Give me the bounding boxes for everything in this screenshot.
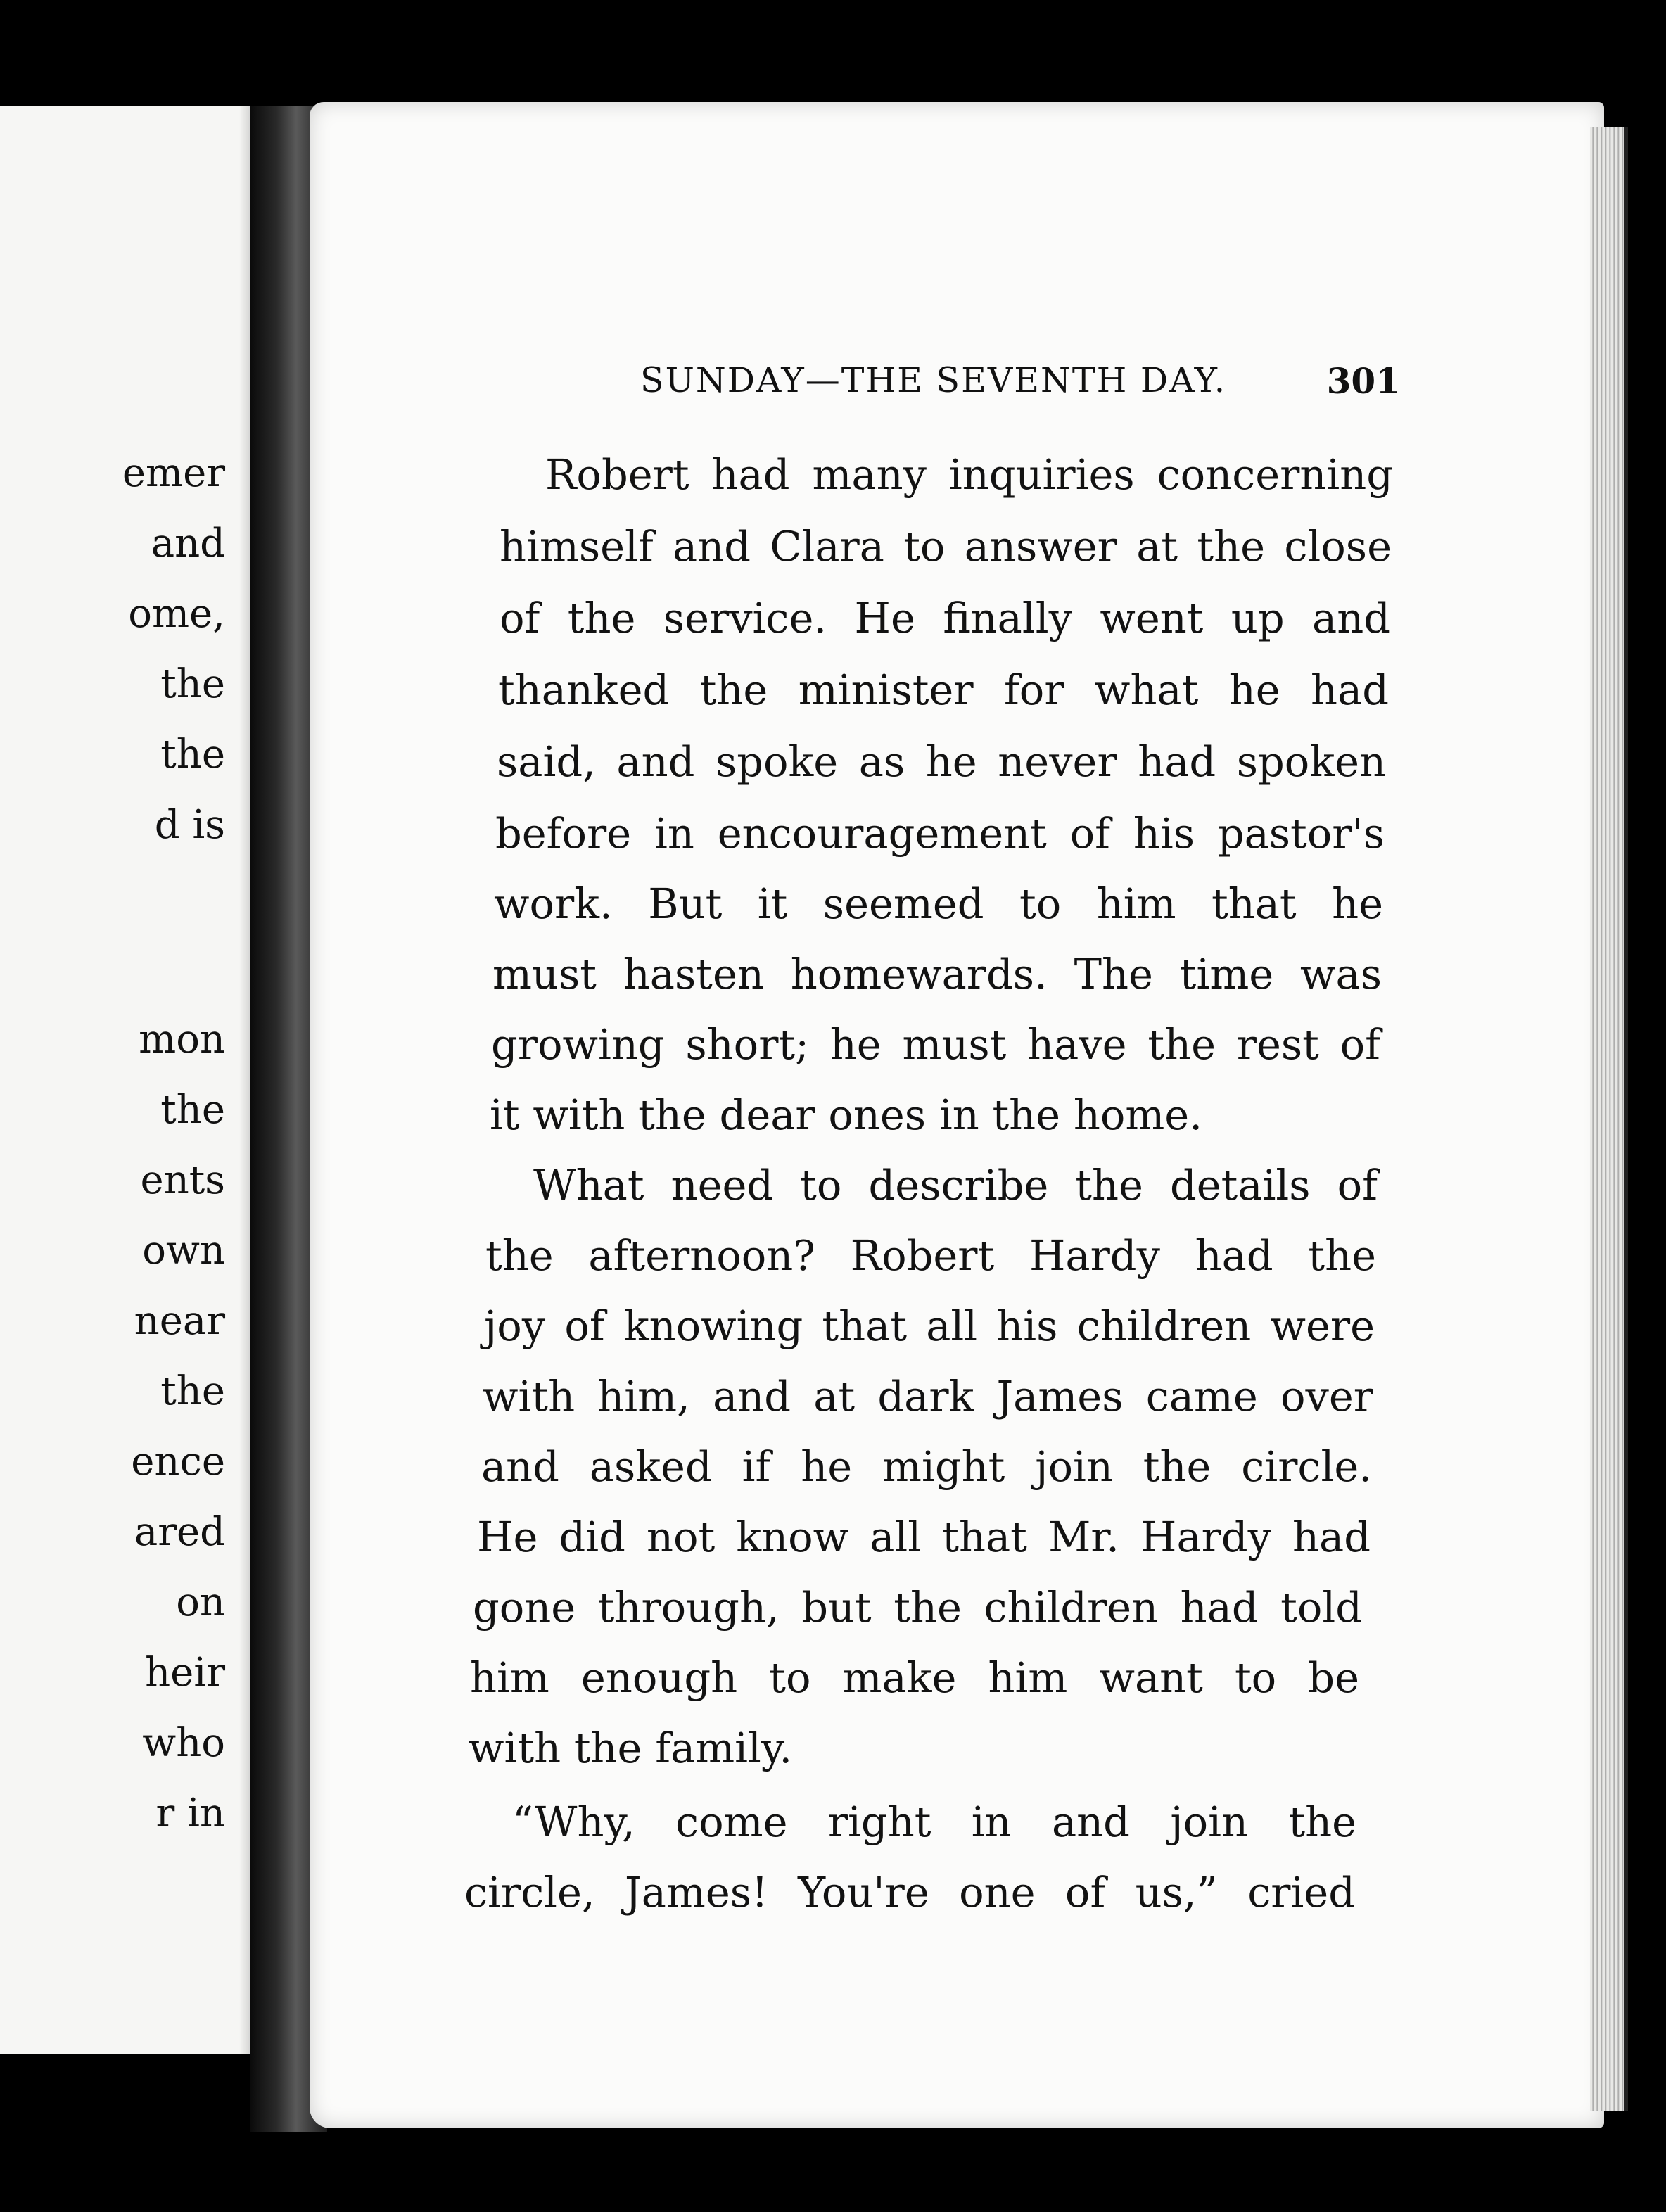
left-line-fragment: ence: [131, 1439, 225, 1485]
left-line-fragment: ents: [140, 1157, 225, 1203]
left-line-fragment: on: [176, 1579, 225, 1625]
text-line: growing short; he must have the rest of: [491, 1020, 1380, 1069]
left-line-fragment: emer: [122, 450, 225, 496]
running-head: [640, 360, 1400, 402]
left-page: [0, 106, 267, 2054]
left-line-fragment: the: [160, 1368, 225, 1414]
left-line-fragment: and: [151, 521, 225, 566]
text-line: circle, James! You're one of us,” cried: [464, 1868, 1355, 1917]
text-line: himself and Clara to answer at the close: [500, 522, 1392, 571]
page-edges: [1590, 127, 1628, 2111]
left-line-fragment: mon: [139, 1017, 225, 1062]
left-line-fragment: ared: [134, 1509, 225, 1555]
left-line-fragment: who: [142, 1720, 225, 1766]
text-line: said, and spoke as he never had spoken: [497, 737, 1386, 786]
text-line: of the service. He finally went up and: [500, 594, 1390, 642]
left-line-fragment: near: [134, 1298, 225, 1344]
left-line-fragment: the: [160, 732, 225, 777]
text-line: with the family.: [469, 1724, 793, 1772]
text-line: Robert had many inquiries concerning: [545, 450, 1393, 499]
text-line: and asked if he might join the circle.: [481, 1442, 1372, 1491]
text-line: “Why, come right in and join the: [512, 1798, 1356, 1846]
text-line: with him, and at dark James came over: [483, 1372, 1373, 1420]
text-line: before in encouragement of his pastor's: [495, 809, 1385, 858]
text-line: the afternoon? Robert Hardy had the: [485, 1231, 1376, 1280]
text-line: joy of knowing that all his children were: [484, 1302, 1375, 1350]
left-line-fragment: d is: [154, 802, 225, 848]
left-line-fragment: r in: [155, 1791, 225, 1836]
left-line-fragment: own: [142, 1228, 225, 1273]
left-line-fragment: heir: [145, 1650, 225, 1696]
text-line: He did not know all that Mr. Hardy had: [477, 1513, 1371, 1561]
page-number: 301: [1326, 360, 1400, 402]
text-line: thanked the minister for what he had: [498, 666, 1389, 714]
text-line: it with the dear ones in the home.: [490, 1091, 1202, 1139]
left-line-fragment: the: [160, 661, 225, 707]
text-line: gone through, but the children had told: [473, 1583, 1362, 1632]
text-line: must hasten homewards. The time was: [492, 950, 1382, 998]
text-line: work. But it seemed to him that he: [494, 879, 1383, 928]
left-line-fragment: the: [160, 1087, 225, 1133]
left-line-fragment: ome,: [128, 591, 225, 637]
text-line: him enough to make him want to be: [470, 1653, 1359, 1702]
text-line: What need to describe the details of: [533, 1161, 1378, 1209]
running-head-title: SUNDAY—THE SEVENTH DAY.: [640, 360, 1227, 400]
